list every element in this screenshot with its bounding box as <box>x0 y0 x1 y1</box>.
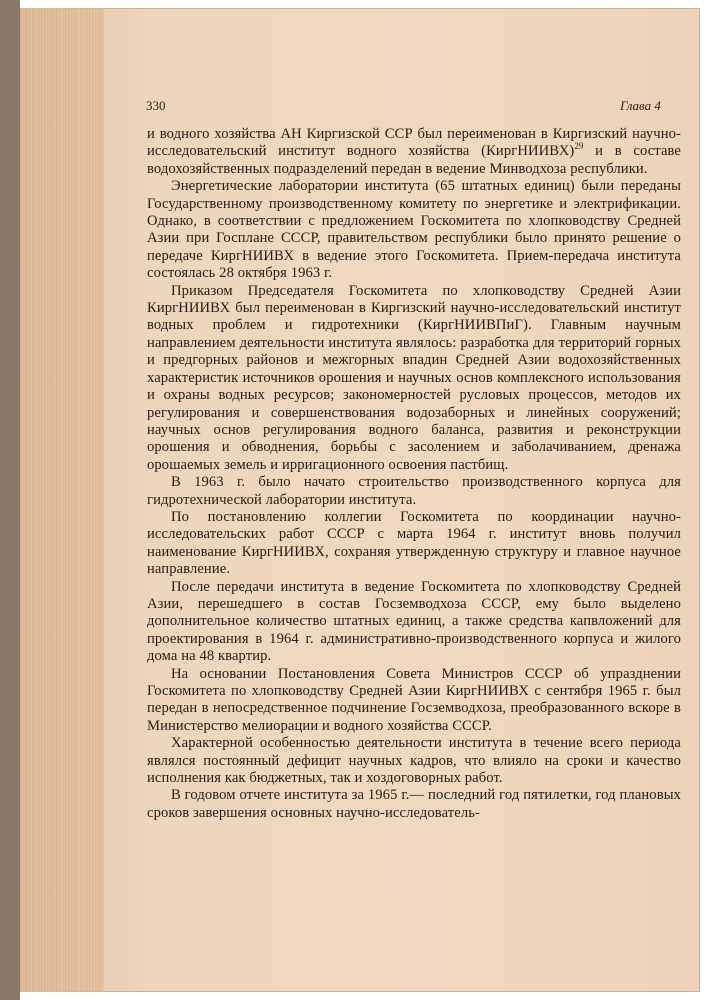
paragraph: Энергетические лаборатории института (65 штатных единиц) были переданы Государственному производственному комитету по энергетике и электрификации. Однако, в соответствии с предложением Госкомитета по хлопководству Средней Азии при Госплане СССР, правительством республики было принято решение о передаче КиргНИИВХ в ведение этого Госкомитета. Прием-передача института состоялась 28 октября 1963 г. <box>147 178 681 282</box>
paragraph <box>147 126 681 178</box>
paragraph-text: и водного хозяйства АН Киргизской ССР был переименован в Киргизский научно-исследовательский институт водного хозяйства (КиргНИИВХ) <box>147 126 681 160</box>
paragraph-text: и в составе водохозяйственных подразделений передан в ведение Минводхоза республики. <box>147 143 682 177</box>
footnote-marker: 29 <box>574 141 584 152</box>
paragraph: В годовом отчете института за 1965 г.— последний год пятилетки, год плановых сроков завершения основных научно-исследователь- <box>147 787 681 821</box>
paragraph: После передачи института в ведение Госкомитета по хлопководству Средней Азии, перешедшего в состав Госземводхоза СССР, ему было выделено дополнительное количество штатных единиц, а также средства капвложений для проектирования в 1964 г. административно-производственного корпуса и жилого дома на 48 квартир. <box>147 578 681 665</box>
page-number: 330 <box>146 98 166 113</box>
paragraph: В 1963 г. было начато строительство производственного корпуса для гидротехнической лаборатории института. <box>147 474 681 508</box>
paragraph: Характерной особенностью деятельности института в течение всего периода являлся постоянный дефицит научных кадров, что влияло на сроки и качество исполнения как бюджетных, так и хоздоговорных работ. <box>147 735 681 787</box>
scanner-left-border <box>0 0 20 1000</box>
paragraph: Приказом Председателя Госкомитета по хлопководству Средней Азии КиргНИИВХ был переименован в Киргизский научно-исследовательский институт водных проблем и гидротехники (КиргНИИВПиГ). Главным научным направлением деятельности института являлось: разработка для территорий горных и предгорных районов и межгорных впадин Средней Азии водохозяйственных характеристик источников орошения и научных основ комплексного использования и охраны водных ресурсов; закономерностей русловых процессов, методов их регулирования и совершенствования водозаборных и линейных сооружений; научных основ регулирования водного баланса, развития и реконструкции орошения и обводнения, борьбы с засолением и заболачиванием, дренажа орошаемых земель и ирригационного освоения пастбищ. <box>147 282 681 473</box>
chapter-heading: Глава 4 <box>620 98 661 113</box>
paragraph: На основании Постановления Совета Министров СССР об упразднении Госкомитета по хлопководству Средней Азии КиргНИИВХ с сентября 1965 г. был передан в непосредственное подчинение Госземводхоза, преобразованного вскоре в Министерство мелиорации и водного хозяйства СССР. <box>147 665 681 734</box>
page-gutter-shadow <box>20 8 104 992</box>
paragraph: По постановлению коллегии Госкомитета по координации научно-исследовательских работ СССР с марта 1964 г. институт вновь получил наименование КиргНИИВХ, сохраняя утвержденную структуру и главное научное направление. <box>147 508 681 578</box>
body-text <box>147 126 681 822</box>
